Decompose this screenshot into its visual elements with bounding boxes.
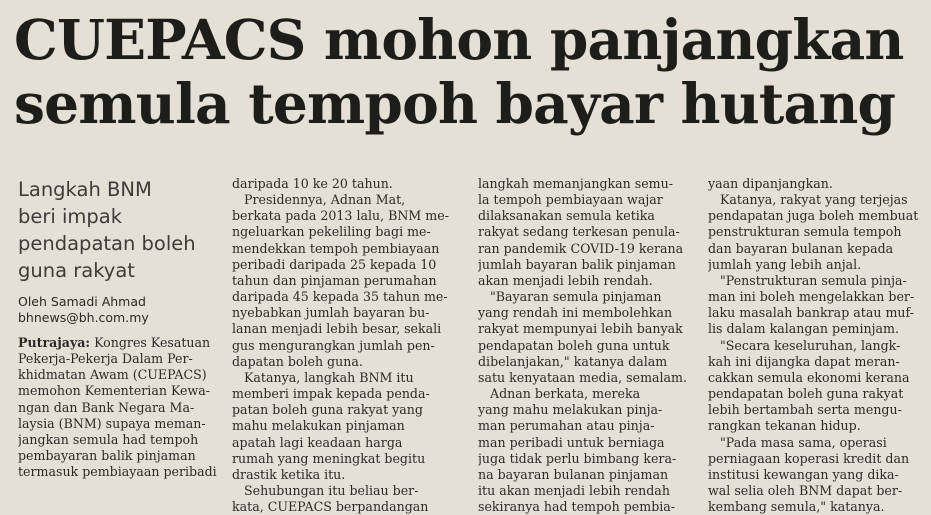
text-line: Sehubungan itu beliau ber- bbox=[244, 482, 419, 498]
subheading-line-4: guna rakyat bbox=[18, 259, 135, 282]
text-line: apatah lagi keadaan harga bbox=[232, 434, 403, 450]
text-line: Katanya, langkah BNM itu bbox=[244, 369, 414, 385]
text-line: yaan dipanjangkan. bbox=[708, 176, 833, 191]
text-line: drastik ketika itu. bbox=[232, 466, 346, 482]
text-line: gus mengurangkan jumlah pen- bbox=[232, 337, 435, 353]
text-line: dapatan boleh guna. bbox=[232, 353, 363, 369]
text-line: satu kenyataan media, semalam. bbox=[478, 369, 688, 385]
text-line: itu akan menjadi lebih rendah bbox=[478, 482, 670, 498]
text-line: lis dalam kalangan peminjam. bbox=[708, 321, 899, 337]
text-line: na bayaran bulanan pinjaman bbox=[478, 466, 669, 482]
column-1-text bbox=[18, 335, 226, 480]
text-line: wal selia oleh BNM dapat ber- bbox=[708, 482, 903, 498]
subheading-line-3: pendapatan boleh bbox=[18, 232, 196, 255]
article-column-1 bbox=[18, 176, 226, 480]
text-line: pendapatan boleh guna rakyat bbox=[708, 386, 904, 402]
text-line: patan boleh guna rakyat yang bbox=[232, 402, 423, 418]
text-line: pendapatan juga boleh membuat bbox=[708, 208, 919, 224]
text-line: yang rendah ini membolehkan bbox=[478, 305, 673, 321]
text-line: ran pandemik COVID-19 kerana bbox=[478, 240, 684, 256]
text-line: termasuk pembiayaan peribadi bbox=[18, 464, 217, 480]
text-line: ngan dan Bank Negara Ma- bbox=[18, 399, 195, 415]
text-line: akan menjadi lebih rendah. bbox=[478, 272, 653, 288]
text-line: Adnan berkata, mereka bbox=[490, 386, 641, 402]
text-line: pendapatan boleh guna untuk bbox=[478, 337, 670, 353]
text-line: Putrajaya: Kongres Kesatuan bbox=[18, 335, 211, 350]
text-line: pembayaran balik pinjaman bbox=[18, 448, 196, 464]
article-column-3 bbox=[478, 176, 700, 515]
text-line: jumlah bayaran balik pinjaman bbox=[478, 256, 676, 272]
text-line: Katanya, rakyat yang terjejas bbox=[720, 192, 908, 208]
text-line: mahu melakukan pinjaman bbox=[232, 418, 405, 434]
byline-author: Oleh Samadi Ahmad bbox=[18, 294, 146, 309]
text-line: "Bayaran semula pinjaman bbox=[490, 289, 662, 305]
text-line: institusi kewangan yang dika- bbox=[708, 466, 899, 482]
text-line: man ini boleh mengelakkan ber- bbox=[708, 289, 915, 305]
text-line: "Secara keseluruhan, langk- bbox=[720, 337, 901, 353]
text-line: tahun dan pinjaman perumahan bbox=[232, 272, 437, 288]
text-line: lebih bertambah serta mengu- bbox=[708, 402, 902, 418]
text-line: kembang semula," katanya. bbox=[708, 499, 885, 515]
text-line: memberi impak kepada penda- bbox=[232, 386, 430, 402]
text-line: penstrukturan semula tempoh bbox=[708, 224, 902, 240]
subheading-line-2: beri impak bbox=[18, 205, 123, 228]
subheading bbox=[18, 176, 226, 284]
text-line: dan bayaran bulanan kepada bbox=[708, 240, 894, 256]
text-line: khidmatan Awam (CUEPACS) bbox=[18, 367, 207, 383]
text-line: sekiranya had tempoh pembia- bbox=[478, 499, 676, 515]
text-line: nyebabkan jumlah bayaran bu- bbox=[232, 305, 430, 321]
text-line: man peribadi untuk berniaga bbox=[478, 434, 665, 450]
article-column-2 bbox=[232, 176, 468, 515]
text-line: Presidennya, Adnan Mat, bbox=[244, 192, 406, 208]
text-line: dilaksanakan semula ketika bbox=[478, 208, 655, 224]
text-line: kah ini dijangka dapat meran- bbox=[708, 353, 900, 369]
text-line: peribadi daripada 25 kepada 10 bbox=[232, 256, 437, 272]
text-line: juga tidak perlu bimbang kera- bbox=[478, 450, 677, 466]
text-line: jangkan semula had tempoh bbox=[18, 431, 199, 447]
text-line: daripada 10 ke 20 tahun. bbox=[232, 176, 393, 191]
byline-email: bhnews@bh.com.my bbox=[18, 310, 149, 325]
text-line: dibelanjakan," katanya dalam bbox=[478, 353, 668, 369]
text-line: rakyat mempunyai lebih banyak bbox=[478, 321, 683, 337]
text-line: memohon Kementerian Kewa- bbox=[18, 383, 211, 399]
headline-line-2: semula tempoh bayar hutang bbox=[14, 71, 896, 136]
headline-line-1: CUEPACS mohon panjangkan bbox=[14, 7, 904, 72]
text-line: daripada 45 kepada 35 tahun me- bbox=[232, 289, 448, 305]
text-line: laysia (BNM) supaya meman- bbox=[18, 415, 206, 431]
text-line: la tempoh pembiayaan wajar bbox=[478, 192, 663, 208]
text-line: cakkan semula ekonomi kerana bbox=[708, 369, 910, 385]
text-line: berkata pada 2013 lalu, BNM me- bbox=[232, 208, 449, 224]
text-line: "Pada masa sama, operasi bbox=[720, 434, 887, 450]
text-line: laku masalah bankrap atau muf- bbox=[708, 305, 914, 321]
text-line: man perumahan atau pinja- bbox=[478, 418, 655, 434]
text-line: langkah memanjangkan semu- bbox=[478, 176, 673, 191]
text-line: rangkan tekanan hidup. bbox=[708, 418, 861, 434]
text-line: rumah yang meningkat begitu bbox=[232, 450, 426, 466]
text-line: jumlah yang lebih anjal. bbox=[708, 256, 862, 272]
text-line: yang mahu melakukan pinja- bbox=[478, 402, 663, 418]
text-line: Pekerja-Pekerja Dalam Per- bbox=[18, 351, 193, 367]
text-line: "Penstrukturan semula pinja- bbox=[720, 272, 907, 288]
text-line: lanan menjadi lebih besar, sekali bbox=[232, 321, 442, 337]
text-line: ngeluarkan pekeliling bagi me- bbox=[232, 224, 431, 240]
article-column-4 bbox=[708, 176, 923, 515]
text-line: kata, CUEPACS berpandangan bbox=[232, 499, 429, 515]
headline bbox=[14, 8, 924, 136]
text-line: perniagaan koperasi kredit dan bbox=[708, 450, 910, 466]
text-line: mendekkan tempoh pembiayaan bbox=[232, 240, 440, 256]
dateline: Putrajaya: bbox=[18, 335, 91, 350]
subheading-line-1: Langkah BNM bbox=[18, 178, 152, 201]
text-line: rakyat sedang terkesan penula- bbox=[478, 224, 680, 240]
